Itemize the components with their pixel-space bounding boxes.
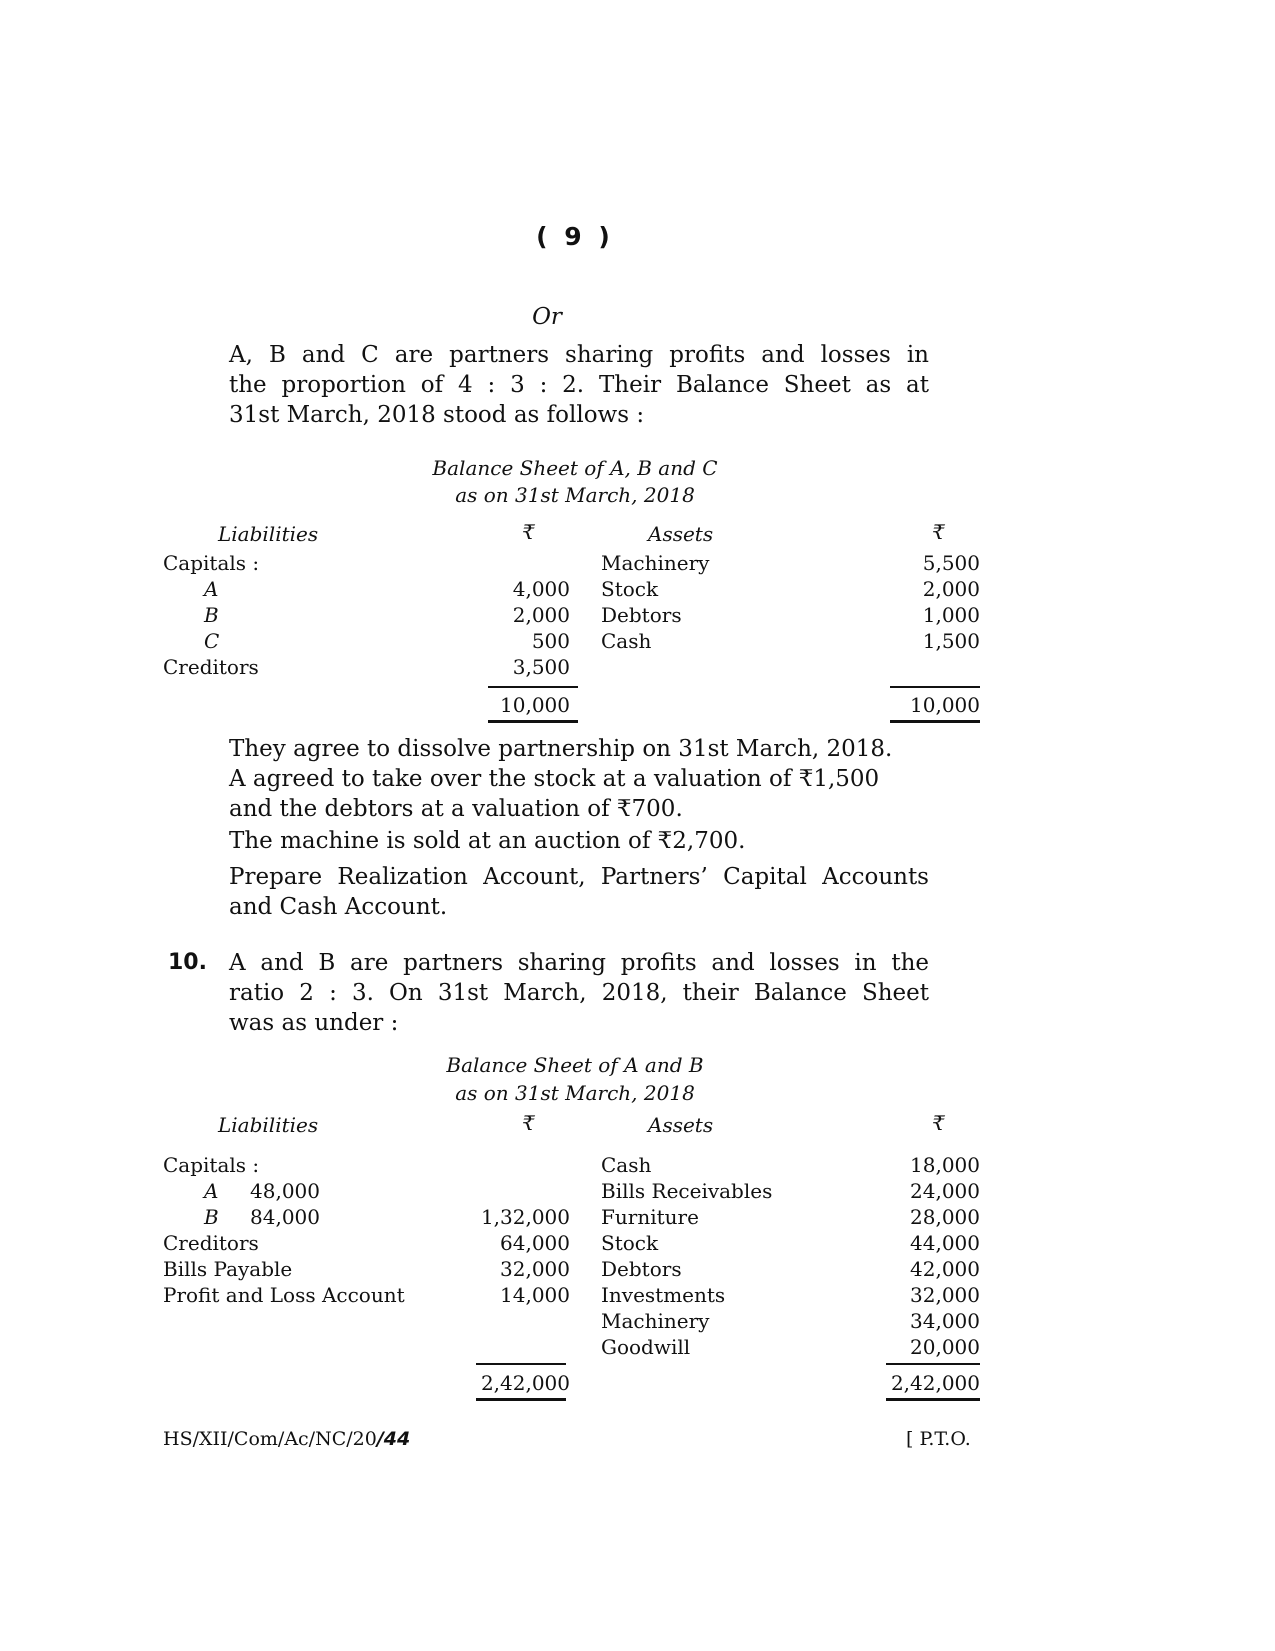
q10-capital-b-amount: 84,000 bbox=[250, 1205, 320, 1229]
q9-caption-title: Balance Sheet of A, B and C bbox=[432, 456, 718, 480]
q10-capital-a-label: A bbox=[204, 1179, 219, 1203]
q10-liab-amount: 32,000 bbox=[500, 1257, 570, 1281]
q9-asset-amount: 5,500 bbox=[922, 551, 980, 575]
q9-liab-label: Capitals : bbox=[163, 551, 260, 575]
q9-intro-line-2: the proportion of 4 : 3 : 2. Their Balance Sheet as at bbox=[229, 372, 929, 398]
q10-header-rupee-liab: ₹ bbox=[522, 1111, 535, 1135]
q9-liab-label: Creditors bbox=[163, 655, 259, 679]
q9-instruction-line-1: Prepare Realization Account, Partners’ Capital Accounts bbox=[229, 864, 929, 890]
q10-asset-total-rule bbox=[886, 1363, 980, 1365]
q9-header-assets: Assets bbox=[648, 522, 714, 546]
q9-liab-amount: 4,000 bbox=[512, 577, 570, 601]
q10-intro-line-1: A and B are partners sharing profits and losses in the bbox=[229, 950, 929, 976]
q9-liab-total-double-rule bbox=[488, 720, 578, 723]
q9-liab-amount: 2,000 bbox=[512, 603, 570, 627]
q9-asset-label: Cash bbox=[601, 629, 652, 653]
q9-asset-label: Stock bbox=[601, 577, 659, 601]
q10-total-liabilities: 2,42,000 bbox=[480, 1371, 570, 1395]
q9-total-liabilities: 10,000 bbox=[500, 693, 570, 717]
q10-asset-amount: 42,000 bbox=[910, 1257, 980, 1281]
footer-code-text: HS/XII/Com/Ac/NC/20 bbox=[163, 1428, 377, 1450]
footer-code-bold: /44 bbox=[376, 1428, 411, 1450]
q10-total-assets: 2,42,000 bbox=[890, 1371, 980, 1395]
q10-liab-total-rule bbox=[476, 1363, 566, 1365]
q10-asset-label: Stock bbox=[601, 1231, 659, 1255]
q10-asset-amount: 18,000 bbox=[910, 1153, 980, 1177]
q9-header-rupee-liab: ₹ bbox=[522, 520, 535, 544]
q10-header-liabilities: Liabilities bbox=[218, 1113, 319, 1137]
q10-liab-amount: 64,000 bbox=[500, 1231, 570, 1255]
q10-asset-label: Bills Receivables bbox=[601, 1179, 773, 1203]
q9-instruction bbox=[229, 862, 929, 922]
q10-asset-label: Machinery bbox=[601, 1309, 710, 1333]
q9-asset-total-rule bbox=[890, 686, 980, 688]
q9-terms-line-2: A agreed to take over the stock at a valuation of ₹1,500 bbox=[229, 766, 880, 792]
q9-liab-label: C bbox=[204, 629, 220, 653]
q9-liab-amount: 500 bbox=[531, 629, 570, 653]
q10-capitals-total: 1,32,000 bbox=[480, 1205, 570, 1229]
q10-intro-line-2: ratio 2 : 3. On 31st March, 2018, their Balance Sheet bbox=[229, 980, 929, 1006]
footer-code bbox=[163, 1428, 410, 1450]
q9-liab-total-rule bbox=[488, 686, 578, 688]
q10-intro-line-3: was as under : bbox=[229, 1010, 399, 1036]
q9-asset-label: Debtors bbox=[601, 603, 682, 627]
q9-asset-amount: 1,500 bbox=[922, 629, 980, 653]
q10-asset-amount: 24,000 bbox=[910, 1179, 980, 1203]
q10-number: 10. bbox=[168, 950, 207, 975]
q10-caption-date: as on 31st March, 2018 bbox=[455, 1081, 695, 1105]
q10-liab-label: Creditors bbox=[163, 1231, 259, 1255]
q9-caption-date: as on 31st March, 2018 bbox=[455, 483, 695, 507]
q9-header-rupee-assets: ₹ bbox=[932, 520, 945, 544]
q10-asset-label: Goodwill bbox=[601, 1335, 691, 1359]
q9-machine-sale: The machine is sold at an auction of ₹2,700. bbox=[229, 828, 746, 854]
q10-asset-label: Cash bbox=[601, 1153, 652, 1177]
q9-intro-line-3: 31st March, 2018 stood as follows : bbox=[229, 402, 645, 428]
q10-asset-total-double-rule bbox=[886, 1398, 980, 1401]
footer-pto: [ P.T.O. bbox=[906, 1428, 971, 1450]
q10-asset-amount: 32,000 bbox=[910, 1283, 980, 1307]
q9-asset-amount: 1,000 bbox=[922, 603, 980, 627]
q10-liab-label: Bills Payable bbox=[163, 1257, 293, 1281]
q10-liab-amount: 14,000 bbox=[500, 1283, 570, 1307]
q10-capitals-label: Capitals : bbox=[163, 1153, 260, 1177]
q9-liab-label: B bbox=[204, 603, 219, 627]
q9-terms bbox=[229, 734, 929, 824]
q9-total-assets: 10,000 bbox=[910, 693, 980, 717]
q10-asset-label: Furniture bbox=[601, 1205, 699, 1229]
q10-caption-title: Balance Sheet of A and B bbox=[446, 1053, 704, 1077]
q10-asset-label: Investments bbox=[601, 1283, 726, 1307]
page-number: ( 9 ) bbox=[536, 222, 614, 251]
q9-terms-line-3: and the debtors at a valuation of ₹700. bbox=[229, 796, 683, 822]
q10-header-rupee-assets: ₹ bbox=[932, 1111, 945, 1135]
q10-capital-b-label: B bbox=[204, 1205, 219, 1229]
q10-asset-amount: 28,000 bbox=[910, 1205, 980, 1229]
q10-capital-a-amount: 48,000 bbox=[250, 1179, 320, 1203]
q10-intro bbox=[229, 948, 929, 1038]
q10-liab-total-double-rule bbox=[476, 1398, 566, 1401]
q9-asset-label: Machinery bbox=[601, 551, 710, 575]
q10-asset-amount: 44,000 bbox=[910, 1231, 980, 1255]
q10-asset-amount: 20,000 bbox=[910, 1335, 980, 1359]
q9-liab-label: A bbox=[204, 577, 219, 601]
q9-instruction-line-2: and Cash Account. bbox=[229, 894, 448, 920]
q9-liab-amount: 3,500 bbox=[512, 655, 570, 679]
q9-intro-line-1: A, B and C are partners sharing profits and losses in bbox=[229, 342, 929, 368]
q10-asset-amount: 34,000 bbox=[910, 1309, 980, 1333]
q10-liab-label: Profit and Loss Account bbox=[163, 1283, 405, 1307]
q9-asset-total-double-rule bbox=[890, 720, 980, 723]
q10-asset-label: Debtors bbox=[601, 1257, 682, 1281]
q9-header-liabilities: Liabilities bbox=[218, 522, 319, 546]
q10-header-assets: Assets bbox=[648, 1113, 714, 1137]
q9-asset-amount: 2,000 bbox=[922, 577, 980, 601]
q9-terms-line-1: They agree to dissolve partnership on 31st March, 2018. bbox=[229, 736, 893, 762]
or-label: Or bbox=[532, 304, 562, 330]
q9-alt-intro bbox=[229, 340, 929, 430]
